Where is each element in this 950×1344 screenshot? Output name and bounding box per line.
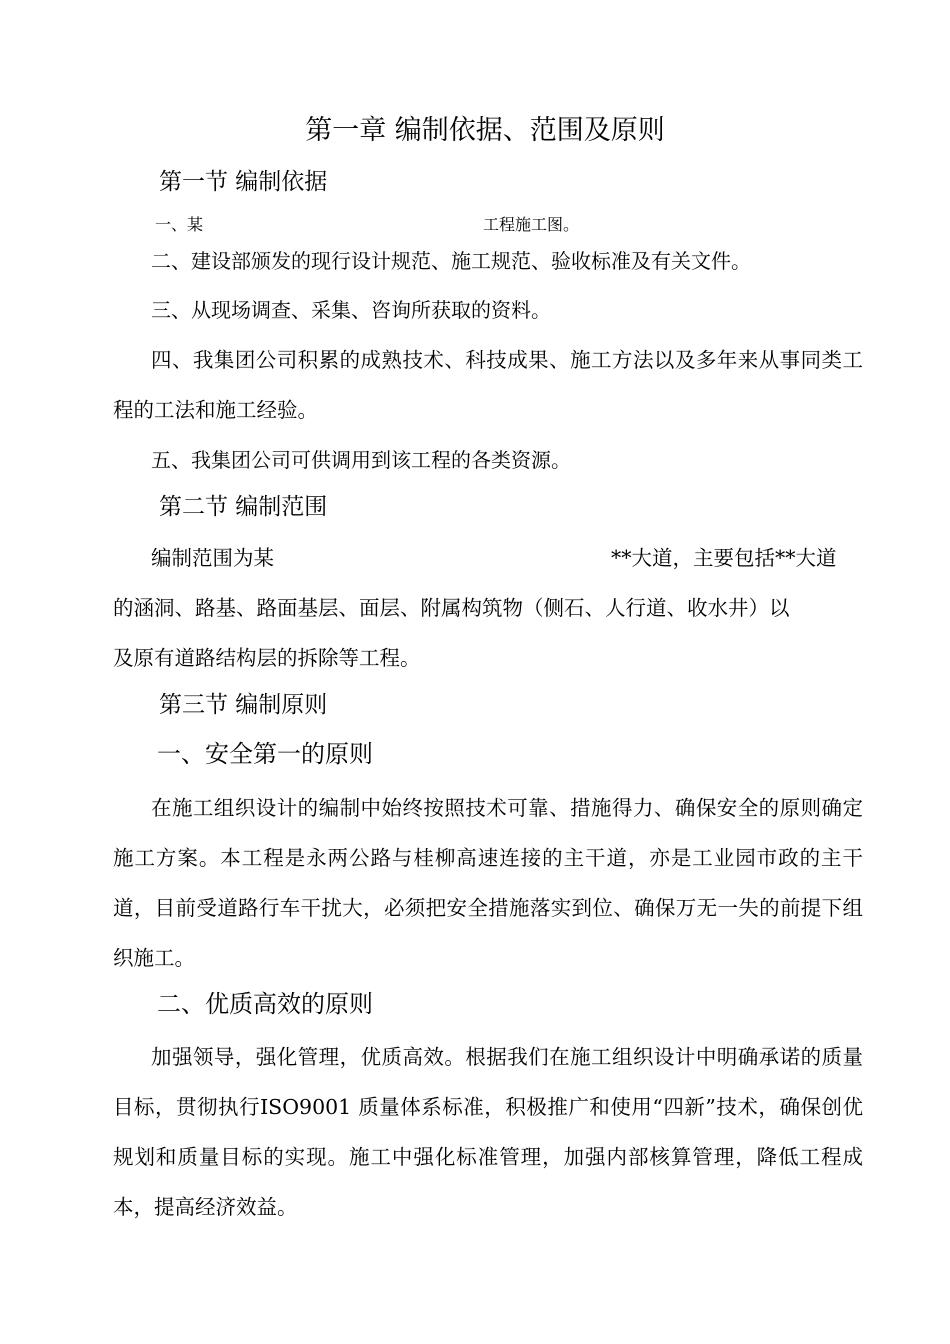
basis-item-3: 三、从现场调查、采集、咨询所获取的资料。 bbox=[151, 298, 551, 322]
section-title-basis: 第一节 编制依据 bbox=[159, 169, 328, 195]
basis-item-1-prefix: 一、某 bbox=[155, 215, 204, 234]
section-title-scope: 第二节 编制范围 bbox=[159, 494, 328, 520]
principle-2-title: 二、优质高效的原则 bbox=[157, 990, 373, 1018]
basis-item-5: 五、我集团公司可供调用到该工程的各类资源。 bbox=[151, 448, 571, 472]
scope-line-3: 及原有道路结构层的拆除等工程。 bbox=[113, 646, 421, 670]
section-title-principles: 第三节 编制原则 bbox=[159, 692, 328, 718]
principle-1-text: 在施工组织设计的编制中始终按照技术可靠、措施得力、确保安全的原则确定施工方案。本工程是永两公路与桂柳高速连接的主干道，亦是工业园市政的主干道，目前受道路行车干扰大，必须把安全措施落实到位、确保万无一失的前提下组织施工。 bbox=[113, 796, 863, 970]
principle-2-text: 加强领导，强化管理，优质高效。根据我们在施工组织设计中明确承诺的质量目标，贯彻执行ISO9001 质量体系标准，积极推广和使用“四新”技术，确保创优规划和质量目标的实现。施工中强化标准管理，加强内部核算管理，降低工程成本，提高经济效益。 bbox=[113, 1045, 863, 1219]
basis-item-2: 二、建设部颁发的现行设计规范、施工规范、验收标准及有关文件。 bbox=[151, 249, 751, 273]
chapter-title: 第一章 编制依据、范围及原则 bbox=[305, 115, 665, 146]
principle-1-title: 一、安全第一的原则 bbox=[157, 740, 373, 768]
scope-line-1-prefix: 编制范围为某 bbox=[151, 546, 274, 570]
scope-line-2: 的涵洞、路基、路面基层、面层、附属构筑物（侧石、人行道、收水井）以 bbox=[113, 596, 790, 620]
basis-item-1-suffix: 工程施工图。 bbox=[483, 215, 580, 234]
basis-item-4: 四、我集团公司积累的成熟技术、科技成果、施工方法以及多年来从事同类工程的工法和施工经验。 bbox=[113, 348, 863, 422]
scope-line-1-suffix: **大道，主要包括**大道 bbox=[611, 546, 837, 570]
